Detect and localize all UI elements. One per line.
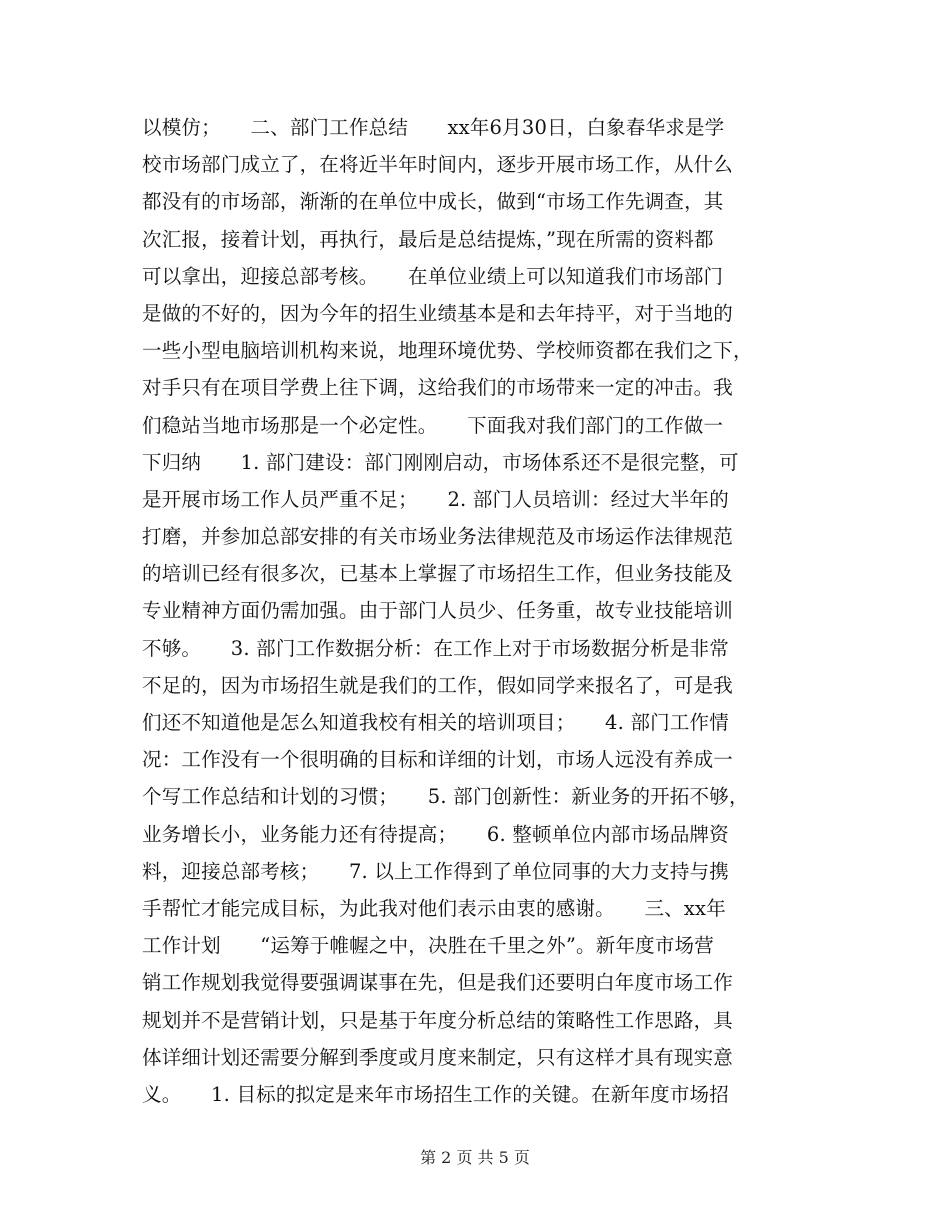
- page-number-footer: 第 2 页 共 5 页: [420, 1148, 530, 1167]
- text-line: 下归纳 1. 部门建设：部门刚刚启动，市场体系还不是很完整，可: [142, 450, 739, 474]
- text-line: 是开展市场工作人员严重不足； 2. 部门人员培训：经过大半年的: [142, 487, 729, 511]
- text-line: 业务增长小，业务能力还有待提高； 6. 整顿单位内部市场品牌资: [142, 822, 729, 846]
- text-line: 不足的，因为市场招生就是我们的工作，假如同学来报名了，可是我: [142, 673, 734, 697]
- text-line: 规划并不是营销计划，只是基于年度分析总结的策略性工作思路，具: [142, 1008, 734, 1032]
- text-line: 况：工作没有一个很明确的目标和详细的计划，市场人远没有养成一: [142, 748, 734, 772]
- text-line: 销工作规划我觉得要强调谋事在先，但是我们还要明白年度市场工作: [142, 971, 734, 995]
- text-line: 以模仿； 二、部门工作总结 xx年6月30日，白象春华求是学: [142, 116, 725, 139]
- text-line: 可以拿出，迎接总部考核。 在单位业绩上可以知道我们市场部门: [142, 264, 724, 288]
- text-line: 料，迎接总部考核； 7. 以上工作得到了单位同事的大力支持与携: [142, 859, 729, 883]
- text-line: 们还不知道他是怎么知道我校有相关的培训项目； 4. 部门工作情: [142, 711, 729, 734]
- text-line: 体详细计划还需要分解到季度或月度来制定，只有这样才具有现实意: [142, 1045, 734, 1069]
- text-line: 不够。 3. 部门工作数据分析：在工作上对于市场数据分析是非常: [142, 636, 729, 660]
- text-line: 打磨，并参加总部安排的有关市场业务法律规范及市场运作法律规范: [142, 525, 734, 549]
- text-line: 们稳站当地市场那是一个必定性。 下面我对我们部门的工作做一: [142, 413, 724, 437]
- text-line: 手帮忙才能完成目标，为此我对他们表示由衷的感谢。 三、xx年: [142, 896, 726, 920]
- text-line: 是做的不好的，因为今年的招生业绩基本是和去年持平，对于当地的: [142, 301, 734, 325]
- body-text: [142, 109, 810, 1113]
- text-line: 专业精神方面仍需加强。由于部门人员少、任务重，故专业技能培训: [142, 599, 734, 623]
- text-line: 都没有的市场部，渐渐的在单位中成长，做到“市场工作先调查，其: [142, 190, 724, 214]
- text-line: 的培训已经有很多次，已基本上掌握了市场招生工作，但业务技能及: [142, 562, 734, 586]
- text-line: 义。 1. 目标的拟定是来年市场招生工作的关键。在新年度市场招: [142, 1082, 729, 1106]
- text-line: 一些小型电脑培训机构来说，地理环境优势、学校师资都在我们之下，: [142, 339, 753, 363]
- text-line: 次汇报，接着计划，再执行，最后是总结提炼，”现在所需的资料都: [142, 227, 714, 251]
- text-line: 对手只有在项目学费上往下调，这给我们的市场带来一定的冲击。我: [142, 376, 734, 400]
- text-line: 校市场部门成立了，在将近半年时间内，逐步开展市场工作，从什么: [142, 153, 734, 177]
- text-line: 工作计划 “运筹于帷幄之中，决胜在千里之外”。新年度市场营: [142, 934, 714, 958]
- text-line: 个写工作总结和计划的习惯； 5. 部门创新性：新业务的开拓不够，: [142, 785, 749, 809]
